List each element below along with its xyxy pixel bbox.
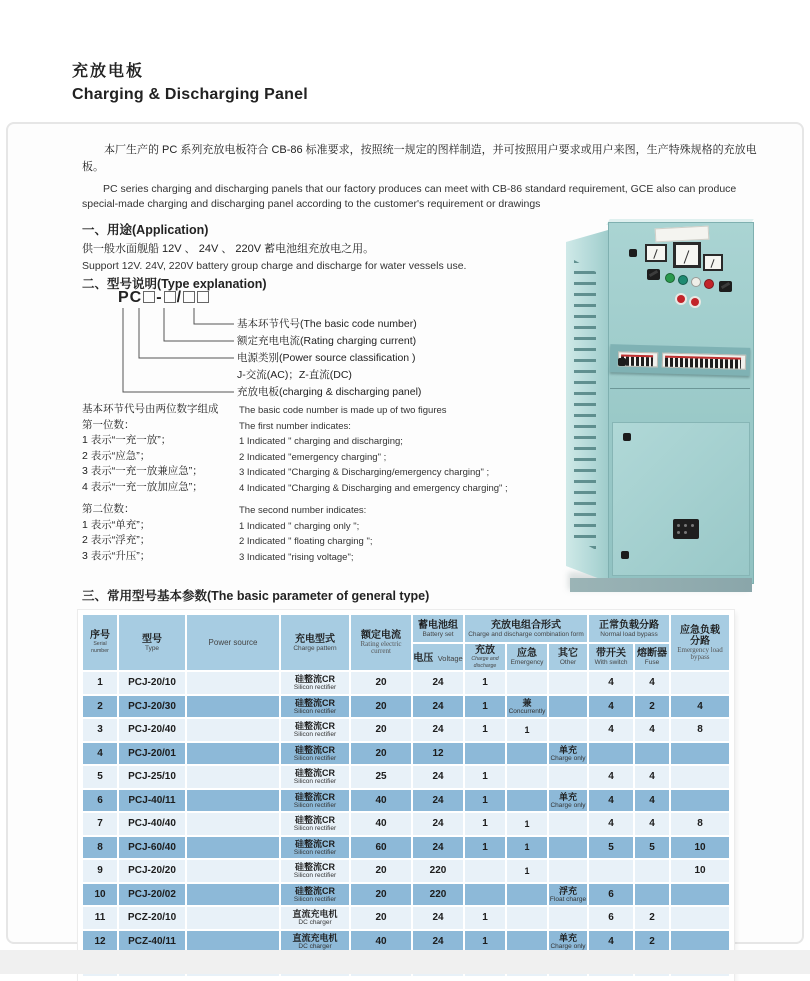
cell-emergency <box>507 790 547 812</box>
col-header-emergency: 应急 Emergency <box>507 644 547 670</box>
text-line: 3 Indicated "Charging & Discharging/emergency charging" ; <box>239 467 490 478</box>
text-line: The basic code number is made up of two figures <box>239 405 447 416</box>
cell-other: 单充 Charge only <box>549 790 587 812</box>
rotary-switch-left <box>647 269 660 280</box>
cell-other <box>549 696 587 718</box>
cell-power-source <box>187 672 279 694</box>
door-latch-1 <box>623 433 631 441</box>
cell-other <box>549 813 587 835</box>
cell-emergency <box>507 743 547 765</box>
table-row <box>83 931 729 953</box>
cell-emergency <box>507 884 547 906</box>
table-row <box>83 672 729 694</box>
cell-charge-pattern: 硅整流CR Silicon rectifier <box>281 743 349 765</box>
cell-type: PCJ-40/40 <box>119 813 185 835</box>
cell-rating-current: 20 <box>351 743 411 765</box>
cell-other <box>549 907 587 929</box>
cell-power-source <box>187 931 279 953</box>
cell-voltage: 24 <box>413 790 463 812</box>
cell-type: PCJ-60/40 <box>119 837 185 859</box>
cell-with-switch <box>589 743 633 765</box>
cell-type: PCJ-20/40 <box>119 719 185 741</box>
cell-serial: 9 <box>83 860 117 882</box>
cell-power-source <box>187 837 279 859</box>
cell-power-source <box>187 790 279 812</box>
text-line: 1 表示“一充一放”； <box>82 434 172 446</box>
cell-charge-discharge <box>465 884 505 906</box>
cell-emergency-bypass <box>671 884 729 906</box>
cell-other: 单充 Charge only <box>549 931 587 953</box>
text-line: 基本环节代号由两位数字组成 <box>82 403 219 415</box>
cell-fuse <box>635 884 669 906</box>
cell-charge-pattern: 硅整流CR Silicon rectifier <box>281 837 349 859</box>
cell-emergency <box>507 766 547 788</box>
cell-emergency-bypass: 8 <box>671 813 729 835</box>
type-code-label: 基本环节代号(The basic code number) <box>237 318 417 330</box>
cell-other: 单充 Charge only <box>549 743 587 765</box>
cell-voltage: 24 <box>413 907 463 929</box>
cell-type: PCZ-40/11 <box>119 931 185 953</box>
push-button-red-2 <box>691 298 699 306</box>
cell-other <box>549 719 587 741</box>
cell-serial: 6 <box>83 790 117 812</box>
cell-rating-current: 40 <box>351 813 411 835</box>
table-row <box>83 837 729 859</box>
cell-serial: 4 <box>83 743 117 765</box>
cabinet-lower-door <box>612 422 750 576</box>
cell-serial: 11 <box>83 907 117 929</box>
col-header-normal-bypass: 正常负载分路 Normal load bypass <box>589 615 669 642</box>
cell-fuse: 2 <box>635 907 669 929</box>
text-line: 2 Indicated " floating charging "; <box>239 536 373 547</box>
table-row <box>83 860 729 882</box>
intro-paragraph-zh: 本厂生产的 PC 系列充放电板符合 CB-86 标准要求，按照统一规定的图样制造，并可按照用户要求或用户来图，生产特殊规格的充放电板。 <box>82 144 757 173</box>
col-header-charge-discharge: 充放 Charge and discharge <box>465 644 505 670</box>
cell-with-switch: 4 <box>589 790 633 812</box>
cell-voltage: 24 <box>413 813 463 835</box>
cell-charge-pattern: 硅整流CR Silicon rectifier <box>281 813 349 835</box>
cell-power-source <box>187 813 279 835</box>
indicator-lamp-white <box>691 277 701 287</box>
cell-emergency-bypass: 8 <box>671 719 729 741</box>
cell-power-source <box>187 884 279 906</box>
cell-emergency-bypass <box>671 743 729 765</box>
type-code-label: J-交流(AC)；Z-直流(DC) <box>237 369 352 381</box>
col-header-fuse: 熔断器 Fuse <box>635 644 669 670</box>
text-line: 2 Indicated "emergency charging" ; <box>239 451 387 463</box>
cell-type: PCJ-25/10 <box>119 766 185 788</box>
parameters-heading: 三、常用型号基本参数(The basic parameter of general type) <box>82 589 430 603</box>
parameters-table-frame <box>78 610 734 981</box>
cell-emergency: 1 <box>507 719 547 741</box>
cell-type: PCZ-20/10 <box>119 907 185 929</box>
code-box-basic-1 <box>183 291 195 303</box>
cell-serial: 5 <box>83 766 117 788</box>
cell-charge-pattern: 硅整流CR Silicon rectifier <box>281 860 349 882</box>
type-code-label: 额定充电电流(Rating charging current) <box>237 335 417 347</box>
type-explanation-heading: 二、型号说明(Type explanation) <box>82 277 267 291</box>
cell-with-switch: 5 <box>589 837 633 859</box>
col-header-with-switch: 带开关 With switch <box>589 644 633 670</box>
col-header-other: 其它 Other <box>549 644 587 670</box>
table-row <box>83 813 729 835</box>
cell-emergency-bypass: 10 <box>671 837 729 859</box>
door-latch-upper <box>618 358 626 366</box>
cell-emergency <box>507 672 547 694</box>
cell-other <box>549 672 587 694</box>
cell-emergency: 1 <box>507 837 547 859</box>
type-code-label: 充放电板(charging & discharging panel) <box>237 386 422 398</box>
cell-charge-discharge: 1 <box>465 790 505 812</box>
table-row <box>83 790 729 812</box>
cell-type: PCJ-20/02 <box>119 884 185 906</box>
cell-fuse: 4 <box>635 766 669 788</box>
cell-rating-current: 20 <box>351 672 411 694</box>
cell-type: PCJ-20/30 <box>119 696 185 718</box>
cell-voltage: 220 <box>413 884 463 906</box>
cell-rating-current: 40 <box>351 931 411 953</box>
cell-type: PCJ-20/20 <box>119 860 185 882</box>
col-header-serial: 序号 Serial number <box>83 615 117 670</box>
cell-voltage: 24 <box>413 931 463 953</box>
cell-power-source <box>187 719 279 741</box>
cell-with-switch: 6 <box>589 884 633 906</box>
cell-with-switch: 4 <box>589 672 633 694</box>
cell-emergency-bypass <box>671 672 729 694</box>
second-number-zh <box>82 502 242 564</box>
cell-voltage: 24 <box>413 766 463 788</box>
table-row <box>83 743 729 765</box>
cell-charge-pattern: 硅整流CR Silicon rectifier <box>281 884 349 906</box>
breakers <box>665 356 741 369</box>
ventilation-louvers <box>574 260 596 550</box>
push-button-red-1 <box>677 295 685 303</box>
cell-charge-discharge: 1 <box>465 907 505 929</box>
type-code: PC - / <box>118 289 210 307</box>
cell-with-switch: 4 <box>589 931 633 953</box>
code-box-current <box>164 291 176 303</box>
cell-rating-current: 40 <box>351 790 411 812</box>
cell-type: PCJ-40/11 <box>119 790 185 812</box>
application-heading: 一、用途(Application) <box>82 223 209 237</box>
cabinet-base <box>570 578 752 592</box>
cell-charge-pattern: 硅整流CR Silicon rectifier <box>281 696 349 718</box>
cell-fuse: 5 <box>635 837 669 859</box>
text-line: 2 表示“浮充”； <box>82 534 151 546</box>
cell-with-switch: 4 <box>589 813 633 835</box>
analog-meter-right <box>703 254 723 271</box>
cell-with-switch: 4 <box>589 766 633 788</box>
intro-paragraph-en: PC series charging and discharging panels that our factory produces can meet with CB-86 standard requirement, GCE also can produce special-made charging and discharging panel according to the customer's requirement or drawings <box>82 183 737 210</box>
text-line: 4 表示“一充一放加应急”； <box>82 480 203 493</box>
cell-other <box>549 766 587 788</box>
cell-emergency-bypass <box>671 907 729 929</box>
cell-voltage: 24 <box>413 837 463 859</box>
table-row <box>83 696 729 718</box>
product-photo-charging-panel <box>566 222 754 598</box>
analog-meter-center <box>673 242 701 268</box>
cell-power-source <box>187 696 279 718</box>
cell-other: 浮充 Float charge <box>549 884 587 906</box>
cell-emergency: 兼 Concurrently <box>507 696 547 718</box>
text-line: 2 表示“应急”； <box>82 449 151 462</box>
door-latch-2 <box>621 551 629 559</box>
page-title-en: Charging & Discharging Panel <box>72 86 308 103</box>
cell-charge-discharge: 1 <box>465 813 505 835</box>
text-line: 第二位数： <box>82 503 135 515</box>
connector-plate <box>673 519 699 539</box>
text-line: 3 表示“一充一放兼应急”； <box>82 465 203 477</box>
col-header-battery-set: 蓄电池组 Battery set <box>413 615 463 642</box>
cell-charge-pattern: 硅整流CR Silicon rectifier <box>281 672 349 694</box>
cell-emergency-bypass <box>671 931 729 953</box>
text-line: 3 Indicated "rising voltage"; <box>239 551 354 563</box>
text-line: The first number indicates: <box>239 420 351 432</box>
cell-rating-current: 20 <box>351 860 411 882</box>
breaker-group-right <box>662 353 746 370</box>
content-panel <box>6 122 804 950</box>
cell-serial: 8 <box>83 837 117 859</box>
breaker-band <box>610 344 751 376</box>
cell-power-source <box>187 766 279 788</box>
cell-emergency: 1 <box>507 860 547 882</box>
cell-fuse: 4 <box>635 672 669 694</box>
cell-other <box>549 860 587 882</box>
table-row <box>83 766 729 788</box>
cell-serial: 3 <box>83 719 117 741</box>
type-code-label: 电源类别(Power source classification ) <box>237 352 416 364</box>
text-line: 1 表示“单充”； <box>82 518 151 531</box>
cell-serial: 1 <box>83 672 117 694</box>
cell-fuse <box>635 743 669 765</box>
parameters-table <box>81 613 731 978</box>
col-header-voltage: 电压 Voltage <box>413 644 463 670</box>
cell-rating-current: 20 <box>351 884 411 906</box>
cell-with-switch: 4 <box>589 696 633 718</box>
cell-fuse: 2 <box>635 931 669 953</box>
cell-rating-current: 20 <box>351 696 411 718</box>
page-title-zh: 充放电板 <box>72 63 145 80</box>
indicator-lamp-green <box>665 273 675 283</box>
rotary-switch-right <box>719 281 732 292</box>
cell-serial: 10 <box>83 884 117 906</box>
cell-serial: 7 <box>83 813 117 835</box>
cell-emergency-bypass: 10 <box>671 860 729 882</box>
cell-type: PCJ-20/10 <box>119 672 185 694</box>
cell-emergency: 1 <box>507 813 547 835</box>
col-header-emergency-bypass: 应急负载 分路 Emergency load bypass <box>671 615 729 670</box>
cell-rating-current: 60 <box>351 837 411 859</box>
cell-emergency-bypass: 4 <box>671 696 729 718</box>
cell-fuse: 4 <box>635 790 669 812</box>
cell-type: PCJ-20/01 <box>119 743 185 765</box>
cell-with-switch <box>589 860 633 882</box>
cell-charge-pattern: 直流充电机 DC charger <box>281 907 349 929</box>
cell-voltage: 24 <box>413 672 463 694</box>
cell-emergency <box>507 931 547 953</box>
application-text-en: Support 12V. 24V, 220V battery group charge and discharge for water vessels use. <box>82 260 467 272</box>
col-header-power-source: Power source <box>187 615 279 670</box>
cell-voltage: 24 <box>413 719 463 741</box>
panel-seam <box>610 388 750 389</box>
cell-emergency <box>507 907 547 929</box>
cell-charge-discharge <box>465 860 505 882</box>
indicator-lamp-teal <box>678 275 688 285</box>
col-header-combination: 充放电组合形式 Charge and discharge combination form <box>465 615 587 642</box>
panel-screw <box>629 249 637 257</box>
cell-fuse: 2 <box>635 696 669 718</box>
type-code-labels <box>237 316 421 401</box>
table-row <box>83 719 729 741</box>
cell-charge-discharge: 1 <box>465 696 505 718</box>
analog-meter-left <box>645 244 667 262</box>
cell-fuse: 4 <box>635 719 669 741</box>
cell-charge-discharge: 1 <box>465 672 505 694</box>
col-header-type: 型号 Type <box>119 615 185 670</box>
cell-power-source <box>187 743 279 765</box>
cell-voltage: 12 <box>413 743 463 765</box>
col-header-rating-current: 额定电流 Rating electric current <box>351 615 411 670</box>
cell-voltage: 220 <box>413 860 463 882</box>
cell-power-source <box>187 860 279 882</box>
first-number-zh <box>82 402 242 495</box>
nameplate-label <box>655 226 710 243</box>
text-line: 1 Indicated " charging only "; <box>239 520 360 532</box>
cell-charge-discharge: 1 <box>465 719 505 741</box>
cell-charge-pattern: 硅整流CR Silicon rectifier <box>281 790 349 812</box>
cell-charge-discharge <box>465 743 505 765</box>
cell-charge-discharge: 1 <box>465 766 505 788</box>
cell-emergency-bypass <box>671 790 729 812</box>
cell-charge-pattern: 硅整流CR Silicon rectifier <box>281 766 349 788</box>
text-line: 第一位数： <box>82 418 135 431</box>
table-row <box>83 884 729 906</box>
cell-with-switch: 6 <box>589 907 633 929</box>
cell-emergency-bypass <box>671 766 729 788</box>
code-box-power-source <box>143 291 155 303</box>
cell-charge-pattern: 硅整流CR Silicon rectifier <box>281 719 349 741</box>
cell-fuse <box>635 860 669 882</box>
cell-other <box>549 837 587 859</box>
cell-charge-pattern: 直流充电机 DC charger <box>281 931 349 953</box>
type-code-prefix: PC <box>118 289 143 306</box>
cell-charge-discharge: 1 <box>465 837 505 859</box>
cell-charge-discharge: 1 <box>465 931 505 953</box>
cell-rating-current: 20 <box>351 907 411 929</box>
cell-rating-current: 20 <box>351 719 411 741</box>
cell-rating-current: 25 <box>351 766 411 788</box>
text-line: 1 Indicated " charging and discharging; <box>239 436 403 447</box>
cell-fuse: 4 <box>635 813 669 835</box>
cell-serial: 2 <box>83 696 117 718</box>
text-line: The second number indicates: <box>239 505 367 516</box>
indicator-lamp-red <box>704 279 714 289</box>
application-text-zh: 供一般水面舰船 12V 、 24V 、 220V 蓄电池组充放电之用。 <box>82 243 375 255</box>
cell-with-switch: 4 <box>589 719 633 741</box>
cabinet-side-panel <box>566 230 608 582</box>
cell-voltage: 24 <box>413 696 463 718</box>
page-title <box>72 58 308 104</box>
col-header-charge-pattern: 充电型式 Charge pattern <box>281 615 349 670</box>
page-footer-strip <box>0 950 810 974</box>
text-line: 4 Indicated "Charging & Discharging and emergency charging" ; <box>239 482 508 494</box>
cell-serial: 12 <box>83 931 117 953</box>
table-row <box>83 907 729 929</box>
cell-power-source <box>187 907 279 929</box>
text-line: 3 表示“升压”； <box>82 549 151 562</box>
code-box-basic-2 <box>197 291 209 303</box>
